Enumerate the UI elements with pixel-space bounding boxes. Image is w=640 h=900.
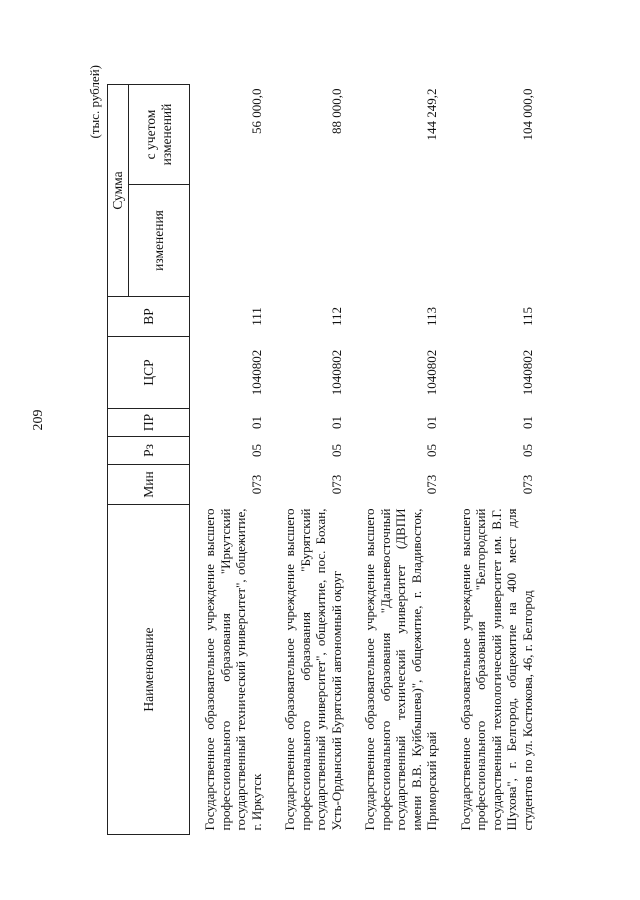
row-vr: 111 xyxy=(248,307,264,326)
row-csr: 1040802 xyxy=(328,349,344,396)
row-min: 073 xyxy=(328,474,344,495)
row-pr: 01 xyxy=(328,416,344,429)
row-with-changes: 88 000,0 xyxy=(328,88,344,134)
row-csr: 1040802 xyxy=(248,349,264,396)
page-number-container xyxy=(19,402,59,442)
row-name: Государственное образовательное учреждение высшего профессионального образования "Иркутский государственный технический университет", общежитие, г. Иркутск xyxy=(202,508,264,831)
row-with-changes: 144 249,2 xyxy=(424,88,439,141)
table-header xyxy=(108,85,190,835)
header-with-changes: с учетом изменений xyxy=(129,85,190,185)
row-changes xyxy=(446,185,542,297)
row-csr: 1040802 xyxy=(424,349,439,396)
row-pr: 01 xyxy=(424,416,439,429)
row-pr: 01 xyxy=(519,416,535,429)
rotated-sheet xyxy=(87,65,557,835)
row-rz: 05 xyxy=(248,444,264,457)
row-csr: 1040802 xyxy=(519,349,535,396)
table-row xyxy=(350,85,446,835)
header-name: Наименование xyxy=(108,505,190,835)
header-min: Мин xyxy=(108,465,190,505)
header-rz: Рз xyxy=(108,437,190,465)
row-changes xyxy=(270,185,350,297)
row-pr: 01 xyxy=(248,416,264,429)
header-vr: ВР xyxy=(108,297,190,337)
row-vr: 113 xyxy=(424,306,439,327)
row-changes xyxy=(190,185,271,297)
row-name: Государственное образовательное учреждение высшего профессионального образования "Дальневосточный государственный технический университет (ДВПИ имени В.В. Куйбышева)", общежитие, г. Владивосток, Приморский край xyxy=(362,508,439,831)
row-vr: 115 xyxy=(519,306,535,327)
row-with-changes: 56 000,0 xyxy=(248,88,264,134)
table-row xyxy=(190,85,271,835)
budget-table xyxy=(107,84,541,835)
row-with-changes: 104 000,0 xyxy=(519,88,535,141)
header-pr: ПР xyxy=(108,409,190,437)
header-sum: Сумма xyxy=(108,85,129,297)
header-changes: изменения xyxy=(129,185,190,297)
row-rz: 05 xyxy=(424,444,439,457)
row-rz: 05 xyxy=(328,444,344,457)
row-min: 073 xyxy=(424,474,439,495)
page-number: 209 xyxy=(31,409,46,431)
table-body xyxy=(190,85,542,835)
table-row xyxy=(446,85,542,835)
table-row xyxy=(270,85,350,835)
row-rz: 05 xyxy=(519,444,535,457)
header-csr: ЦСР xyxy=(108,337,190,409)
row-changes xyxy=(350,185,446,297)
row-name: Государственное образовательное учреждение высшего профессионального образования "Белгородский государственный технологический университет им. В.Г. Шухова", г. Белгород, общежитие на 400 мест для студентов по ул. Костюкова, 46, г. Белгород xyxy=(457,508,535,831)
row-min: 073 xyxy=(519,474,535,495)
row-vr: 112 xyxy=(328,306,344,327)
row-min: 073 xyxy=(248,474,264,495)
row-name: Государственное образовательное учреждение высшего профессионального образования "Бурятский государственный университет", общежитие, пос. Бохан, Усть-Ордынский Бурятский автономный округ xyxy=(282,508,344,831)
units-label: (тыс. рублей) xyxy=(87,65,102,139)
